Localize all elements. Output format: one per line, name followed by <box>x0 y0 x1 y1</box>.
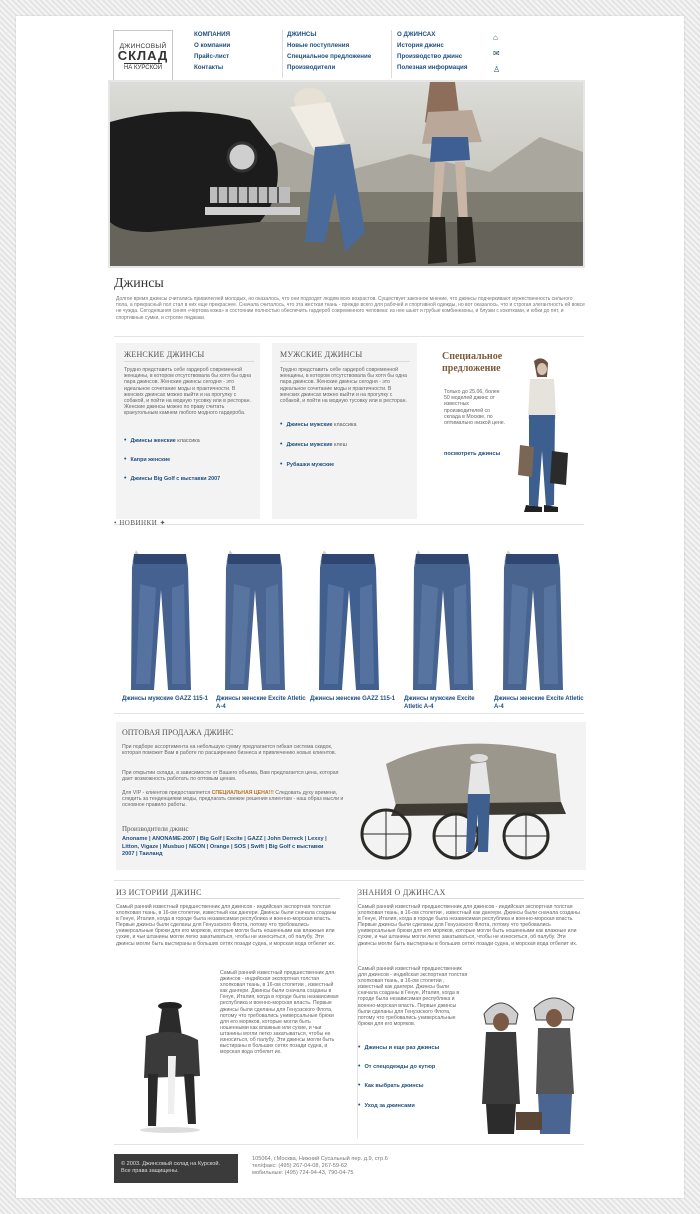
nav-item[interactable]: Полезная информация <box>397 64 468 71</box>
jeans-image <box>214 544 294 694</box>
divider <box>280 361 410 362</box>
knowledge-text-1: Самый ранний известный предшественник для джинсов - индийская экспортная толстая хлопковая ткань, в 16-ом столетии , известный как дангери. Джинсы были сначала созданы в Генуе, Италия, когда в городе была независимая республика и военно-морская власть. Первые джинсы были сделаны для Генуэзского Флота, потому что требовались универсальные брюки для его моряков, которые могли быть ношенными как влажные или сухие, и чьи штанины могли легко закатываться, чтобы не износиться, об палубу. Эти джинсы могли быть выстираны в больших сетях позади судна, и морская вода отбелит их. <box>358 904 580 947</box>
logo-line2: СКЛАД <box>117 48 169 63</box>
product-card[interactable] <box>402 544 482 710</box>
mobile-line: мобильные: (495) 724-94-43, 790-04-75 <box>252 1170 354 1176</box>
wholesale-text-3b: Следовать духу времени, следить за тенденциями моды, предлагать свежие решения клиентам - наш образ мысли и основное правило работы. <box>122 790 344 809</box>
men-jeans-section <box>272 343 417 519</box>
star-icon: ✦ <box>157 519 166 527</box>
bullet-icon: • <box>124 456 127 463</box>
women-jeans-title: ЖЕНСКИЕ ДЖИНСЫ <box>124 350 205 359</box>
men-link-flare[interactable] <box>280 441 347 448</box>
product-name[interactable]: Джинсы женские GAZZ 115-1 <box>310 696 396 702</box>
logo-line3: НА КУРСКОЙ <box>123 65 163 71</box>
divider <box>114 880 584 881</box>
women-link-bigolf[interactable] <box>124 475 220 482</box>
nav-item[interactable]: ДЖИНСЫ <box>287 31 317 38</box>
divider <box>114 713 584 714</box>
link-bold: Джинсы женские <box>130 438 176 444</box>
link-bold: Джинсы мужские <box>286 442 333 448</box>
nav-item[interactable]: Производство джинс <box>397 53 463 60</box>
bullet-icon: • <box>124 437 127 444</box>
men-link-shirts[interactable] <box>280 461 334 468</box>
horse-rider-image <box>128 996 213 1136</box>
jeans-image <box>492 544 572 694</box>
makers-title: Производители джинс <box>122 825 189 833</box>
novelties-title-text: НОВИНКИ <box>119 519 158 527</box>
copyright-line1: © 2003. Джинсовый склад на Курской. <box>121 1161 221 1167</box>
wagon-image <box>356 734 581 864</box>
nav-item[interactable]: История джинс <box>397 42 444 49</box>
nav-item[interactable]: КОМПАНИЯ <box>194 31 231 38</box>
bullet-icon: • <box>358 1063 361 1070</box>
product-name[interactable]: Джинсы мужские Excite Atletic A-4 <box>404 696 475 710</box>
header-icons <box>493 30 503 78</box>
product-card[interactable] <box>120 544 208 702</box>
page <box>16 16 684 1198</box>
link-rest: клеш <box>332 442 347 448</box>
link-rest: классика <box>332 422 357 428</box>
special-title: Специальное предложение <box>442 351 503 374</box>
link-text: От спецодежды до кутюр <box>364 1064 436 1070</box>
women-jeans-section <box>116 343 260 519</box>
address-line: 105064, г.Москва, Нижний Сусальный пер. д.9, стр.6 <box>252 1156 388 1162</box>
special-model-image <box>512 355 572 515</box>
nav-item[interactable]: О ДЖИНСАХ <box>397 31 436 38</box>
wholesale-title: ОПТОВАЯ ПРОДАЖА ДЖИНС <box>122 728 234 737</box>
knowledge-link[interactable] <box>358 1044 439 1051</box>
mail-icon[interactable]: ✉ <box>493 49 500 58</box>
bullet-icon: • <box>280 441 283 448</box>
copyright <box>114 1154 238 1183</box>
nav-divider <box>391 30 392 78</box>
bullet-icon: • <box>358 1044 361 1051</box>
product-name[interactable]: Джинсы мужские GAZZ 115-1 <box>122 696 208 702</box>
knowledge-section <box>358 886 586 1141</box>
nav-item[interactable]: Специальное предложение <box>287 53 372 60</box>
link-text: Джинсы и еще раз джинсы <box>364 1045 440 1051</box>
knowledge-link[interactable] <box>358 1082 424 1089</box>
knowledge-text-2: Самый ранний известный предшественник для джинсов - индийская экспортная толстая хлопковая ткань, в 16-ом столетии , известный как дангери. Джинсы были сначала созданы в Генуе, Италия, когда в городе была независимая республика и военно-морская власть. Первые джинсы были сделаны для Генуэзского Флота, потому что требовались универсальные брюки для его моряков. <box>358 966 468 1027</box>
link-bold: Джинсы Big Golf с выставки 2007 <box>130 476 221 482</box>
hero-illustration <box>110 82 583 266</box>
native-americans-image <box>476 994 584 1139</box>
link-text: Как выбрать джинсы <box>364 1083 424 1089</box>
men-jeans-text: Трудно представить себе гардероб современной женщины, в котором отсутствовала бы хотя бы одна пара джинсов. Женские джинсы сегодня - это идеальное сочетание моды и практичности. В женских джинсах можно выйти и на прогулку с собакой, и пойти на модную тусовку или в ресторан. <box>280 367 407 405</box>
wholesale-text-1: При подборе ассортимента на небольшую сумму предлагается гибкая система скидок, которая поможет Вам в работе по расширению бизнеса и привлечению новых клиентов. <box>122 744 337 757</box>
product-card[interactable] <box>492 544 584 710</box>
product-card[interactable] <box>214 544 306 710</box>
bullet-icon: • <box>358 1082 361 1089</box>
history-text-2: Самый ранний известный предшественник для джинсов - индийская экспортная толстая хлопковая ткань, в 16-ом столетии , известный как дангери. Джинсы были сначала созданы в Генуе, Италия, когда в городе была независимая республика и военно-морская власть. Первые джинсы были сделаны для Генуэзского Флота, потому что требовались универсальные брюки для его моряков, которые могли быть ношенными как влажные или сухие, и чьи штанины могли легко закатываться, чтобы не износиться, об палубу. Эти джинсы могли быть выстираны в больших сетях позади судна, и морская вода отбелит их. <box>220 970 339 1056</box>
knowledge-link[interactable] <box>358 1102 415 1109</box>
special-link[interactable]: посмотреть джинсы <box>444 451 501 457</box>
link-bold: Капри женские <box>130 457 171 463</box>
jeans-image <box>120 544 200 694</box>
divider <box>116 898 340 899</box>
product-name[interactable]: Джинсы женские Excite Atletic A-4 <box>216 696 306 710</box>
special-offer-section <box>428 343 586 519</box>
link-bold: Рубашки мужские <box>286 462 335 468</box>
divider <box>358 898 584 899</box>
bullet-icon: • <box>114 519 120 527</box>
women-link-classic[interactable] <box>124 437 200 444</box>
product-name[interactable]: Джинсы женские Excite Atletic A-4 <box>494 696 584 710</box>
nav-jeans <box>287 29 377 73</box>
phone-line: тел/факс: (495) 267-04-08, 267-59-62 <box>252 1163 348 1169</box>
home-icon[interactable]: ⌂ <box>493 33 498 42</box>
wholesale-text-2: При открытии склада, в зависимости от Вашего объема, Вам предлагается цена, которая дает возможность работать по оптовым ценам. <box>122 770 339 783</box>
women-jeans-text: Трудно представить себе гардероб современной женщины, в котором отсутствовала бы хотя бы одна пара джинсов. Женские джинсы сегодня - это идеальное сочетание моды и практичности. В женских джинсах можно выйти и на прогулку с собакой, и пойти на модную тусовку или в ресторан. Женские джинсы можно по праву считать краеугольным камнем любого модного гардероба. <box>124 367 251 417</box>
contact-address <box>252 1156 388 1177</box>
novelties-title <box>114 519 166 527</box>
history-section <box>116 886 346 1141</box>
makers-list[interactable]: Anoname | ANONAME-2007 | Big Golf | Excite | GAZZ | John Derreck | Lexxy | Litton, Vigaze | Musbuo | NEON | Orange | SOS | Swift | Big Golf с выставки 2007 | Таиланд <box>122 836 327 857</box>
hero-image <box>108 80 585 268</box>
bullet-icon: • <box>280 461 283 468</box>
page-title: Джинсы <box>114 276 164 291</box>
product-card[interactable] <box>308 544 396 702</box>
nav-item[interactable]: Новые поступления <box>287 42 350 49</box>
men-jeans-title: МУЖСКИЕ ДЖИНСЫ <box>280 350 363 359</box>
link-rest: классика <box>175 438 200 444</box>
divider <box>114 1144 584 1145</box>
nav-item[interactable]: Прайс-лист <box>194 53 230 60</box>
wholesale-text-3 <box>122 790 344 809</box>
nav-company <box>194 29 284 73</box>
knowledge-title: ЗНАНИЯ О ДЖИНСАХ <box>358 888 446 897</box>
special-price-highlight: СПЕЦИАЛЬНАЯ ЦЕНА!!! <box>211 790 274 796</box>
logo[interactable] <box>113 30 173 84</box>
nav-item[interactable]: Производители <box>287 64 336 71</box>
intro-text: Долгое время джинсы считались привилегией молодых, но оказалось, что они подходят людям всех возрастов. Существует законное мнение, что джинсы подчеркивают мужественность сильного пола, а прекрасный пол стал в них еще прекраснее. Сначала считалось, что эта жесткая ткань - прежде всего для рабочей и спортивной одежды, но вот оказалось, что и строгая элегантность ей вовсе не чужда. Сегодняшняя синяя «чертова кожа» в состоянии полностью обеспечить гардероб современного человека: из нее шьют и грубые комбинезоны, и блузки с кокетками, и юбки до пят, и спортивные сумки, и строгие пиджаки. <box>116 296 585 321</box>
nav-item[interactable]: О компании <box>194 42 231 49</box>
history-text-1: Самый ранний известный предшественник для джинсов - индийская экспортная толстая хлопковая ткань, в 16-ом столетии, известный как дангери. Джинсы были сначала созданы в Генуе, Италия, когда в городе была независимая республика и военно-морская власть. Первые джинсы были сделаны для Генуэзского Флота, потому что требовались универсальные брюки для его моряков, которые могли быть ношенными как влажные или сухие, и чьи штанины могли легко закатываться, чтобы не износиться, об палубу. Эти джинсы могли быть выстираны в больших сетях позади судна, и морская вода отбелит их. <box>116 904 337 947</box>
bullet-icon: • <box>280 421 283 428</box>
nav-item[interactable]: Контакты <box>194 64 224 71</box>
history-title: ИЗ ИСТОРИИ ДЖИНС <box>116 888 202 897</box>
link-bold: Джинсы мужские <box>286 422 333 428</box>
sitemap-icon[interactable]: ♙ <box>493 65 501 74</box>
logo-line1: ДЖИНСОВЫЙ <box>119 43 167 50</box>
knowledge-link[interactable] <box>358 1063 435 1070</box>
bullet-icon: • <box>124 475 127 482</box>
jeans-image <box>308 544 388 694</box>
wholesale-section <box>116 722 586 870</box>
copyright-line2: Все права защищены. <box>121 1168 179 1174</box>
divider <box>114 336 584 337</box>
divider <box>114 524 584 525</box>
nav-about-jeans <box>397 29 487 73</box>
divider <box>124 361 254 362</box>
special-text: Только до 25.06, более 50 моделей джинс от известных производителей со склада в Москве, по оптимально низкой цене. <box>444 389 506 427</box>
wholesale-text-3a: Для VIP - клиентов предоставляется <box>122 790 212 796</box>
women-link-capri[interactable] <box>124 456 170 463</box>
men-link-classic[interactable] <box>280 421 356 428</box>
nav-divider <box>282 30 283 78</box>
bullet-icon: • <box>358 1102 361 1109</box>
jeans-image <box>402 544 482 694</box>
link-text: Уход за джинсами <box>364 1103 415 1109</box>
